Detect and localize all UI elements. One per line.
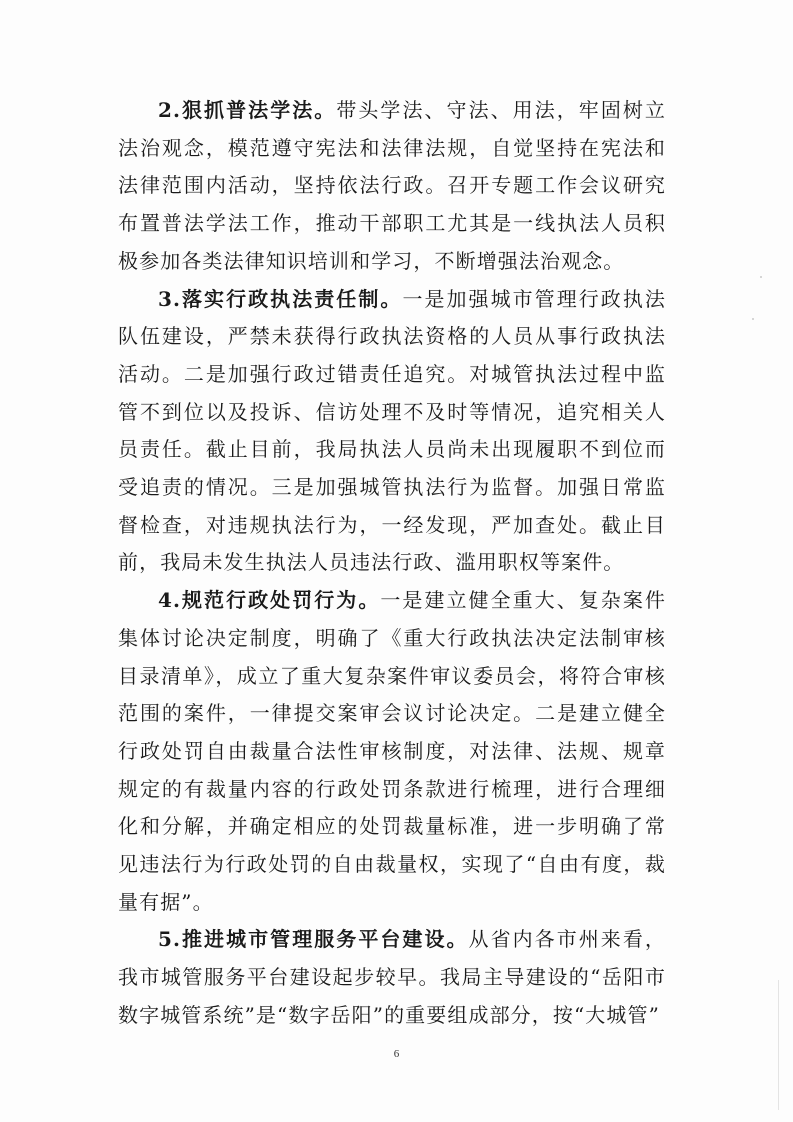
scan-speck <box>760 276 762 278</box>
paragraph-heading: 4.规范行政处罚行为。 <box>158 588 381 613</box>
paragraph-text: 一是建立健全重大、复杂案件集体讨论决定制度，明确了《重大行政执法决定法制审核目录清单》，成立了重大复杂案件审议委员会，将符合审核范围的案件，一律提交案审会议讨论决定。二是建立健全行政处罚自由裁量合法性审核制度，对法律、法规、规章规定的有裁量内容的行政处罚条款进行梳理，进行合理细化和分解，并确定相应的处罚裁量标准，进一步明确了常见违法行为行政处罚的自由裁量权，实现了“自由有度，裁量有据”。 <box>118 588 666 914</box>
paragraph-text: 带头学法、守法、用法，牢固树立法治观念，模范遵守宪法和法律法规，自觉坚持在宪法和法律范围内活动，坚持依法行政。召开专题工作会议研究布置普法学法工作，推动干部职工尤其是一线执法人员积极参加各类法律知识培训和学习，不断增强法治观念。 <box>118 98 667 273</box>
paragraph-heading: 3.落实行政执法责任制。 <box>158 286 403 311</box>
paragraph-enforcement-responsibility <box>118 281 666 583</box>
page-number: 6 <box>393 1048 400 1060</box>
scan-speck <box>752 318 754 320</box>
paragraph-law-study <box>118 92 666 281</box>
paragraph-heading: 2.狠抓普法学法。 <box>158 98 337 122</box>
paragraph-service-platform <box>118 921 666 1034</box>
scan-edge <box>778 980 779 1110</box>
paragraph-text: 一是加强城市管理行政执法队伍建设，严禁未获得行政执法资格的人员从事行政执法活动。二是加强行政过错责任追究。对城管执法过程中监管不到位以及投诉、信访处理不及时等情况，追究相关人员责任。截止目前，我局执法人员尚未出现履职不到位而受追责的情况。三是加强城管执法行为监督。加强日常监督检查，对违规执法行为，一经发现，严加查处。截止目前，我局未发生执法人员违法行政、滥用职权等案件。 <box>118 286 666 575</box>
document-body <box>118 92 666 1035</box>
paragraph-administrative-penalty <box>118 582 666 921</box>
paragraph-text: 从省内各市州来看，我市城管服务平台建设起步较早。我局主导建设的“岳阳市数字城管系统”是“数字岳阳”的重要组成部分，按“大城管” <box>118 927 666 1027</box>
paragraph-heading: 5.推进城市管理服务平台建设。 <box>158 927 469 952</box>
